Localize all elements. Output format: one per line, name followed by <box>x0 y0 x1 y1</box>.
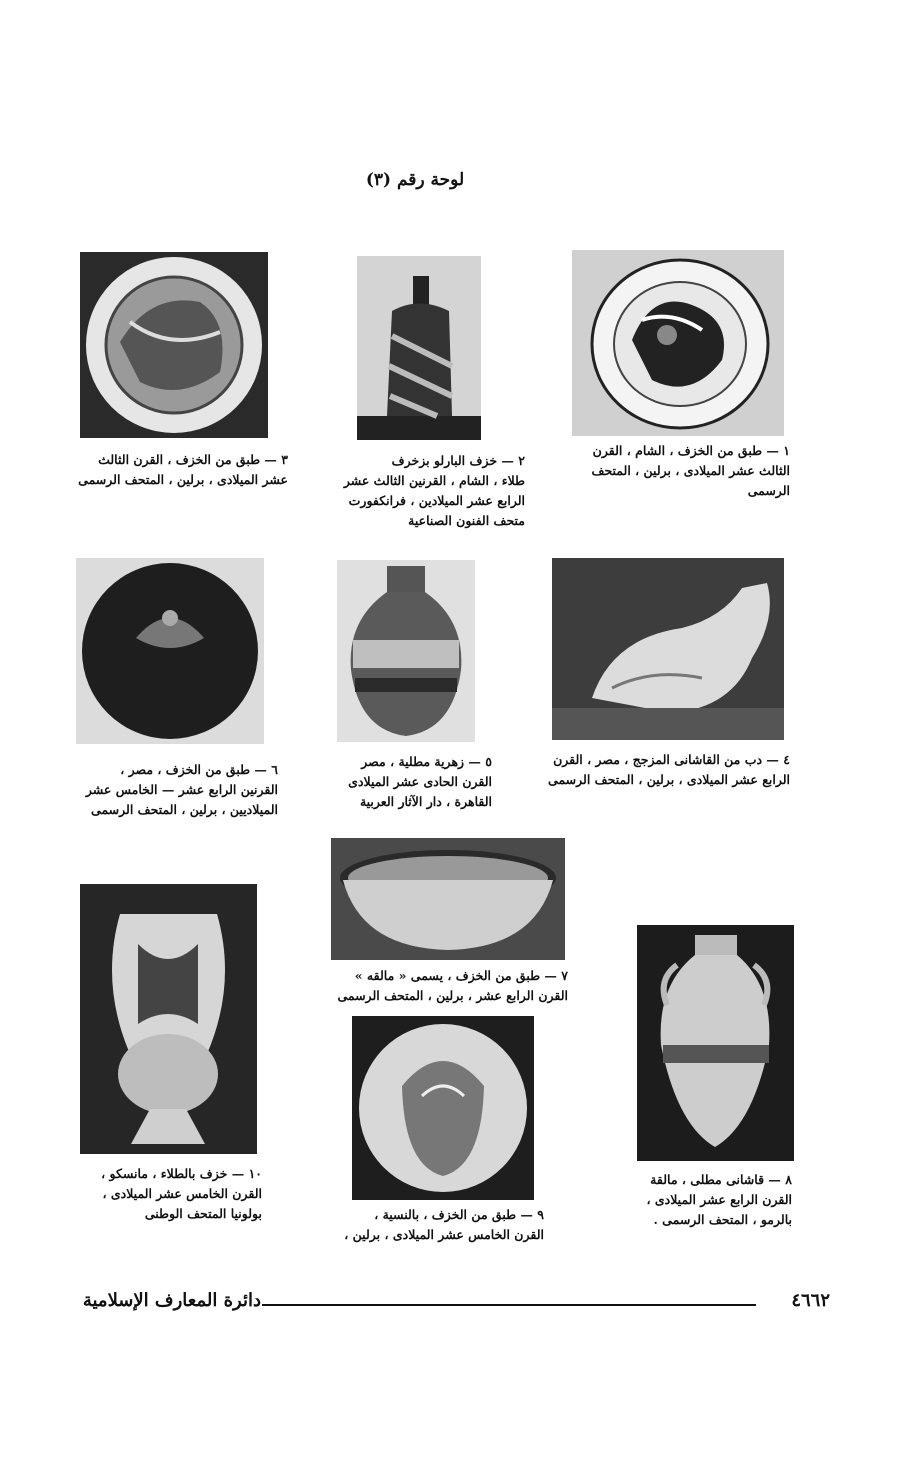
photo-vase-10 <box>80 884 257 1154</box>
caption-line: الرسمى <box>747 483 790 498</box>
photo-plate-1 <box>572 250 784 436</box>
caption-line: بالرمو ، المتحف الرسمى . <box>653 1212 792 1227</box>
photo-vase-5 <box>337 560 475 742</box>
caption-4 <box>540 750 790 790</box>
caption-line: ٦ — طبق من الخزف ، مصر ، <box>120 762 278 777</box>
caption-line: ٢ — خزف البارلو بزخرف <box>391 453 525 468</box>
caption-line: الميلاديين ، برلين ، المتحف الرسمى <box>91 802 278 817</box>
caption-line: الثالث عشر الميلادى ، برلين ، المتحف <box>591 463 790 478</box>
caption-line: الرابع عشر الميلادين ، فرانكفورت <box>348 493 525 508</box>
footer-divider <box>262 1304 756 1306</box>
caption-8 <box>630 1170 792 1230</box>
caption-line: ٨ — قاشانى مطلى ، مالقة <box>650 1172 792 1187</box>
caption-line: القرن الخامس عشر الميلادى ، برلين ، <box>344 1227 544 1242</box>
plate-title: لوحة رقم (٣) <box>365 170 465 190</box>
caption-line: القرنين الرابع عشر — الخامس عشر <box>85 782 278 797</box>
caption-7 <box>320 966 568 1006</box>
caption-line: القرن الرابع عشر الميلادى ، <box>646 1192 792 1207</box>
caption-9 <box>330 1205 544 1245</box>
caption-line: ١ — طبق من الخزف ، الشام ، القرن <box>592 443 790 458</box>
caption-line: عشر الميلادى ، برلين ، المتحف الرسمى <box>78 472 288 487</box>
caption-5 <box>320 752 492 812</box>
photo-plate-3 <box>80 252 268 438</box>
caption-10 <box>62 1164 262 1224</box>
caption-line: القاهرة ، دار الآثار العربية <box>359 794 492 809</box>
photo-bottle-2 <box>357 256 481 440</box>
photo-bowl-7 <box>331 838 565 960</box>
caption-line: بولونيا المتحف الوطنى <box>144 1206 262 1221</box>
caption-line: ٩ — طبق من الخزف ، بالنسية ، <box>374 1207 544 1222</box>
caption-line: ١٠ — خزف بالطلاء ، مانسكو ، <box>101 1166 262 1181</box>
page-number: ٤٦٦٢ <box>791 1290 830 1311</box>
caption-3 <box>60 450 288 490</box>
photo-amphora-8 <box>637 925 794 1161</box>
caption-line: متحف الفنون الصناعية <box>408 513 525 528</box>
caption-line: ٧ — طبق من الخزف ، يسمى « مالقه » <box>354 968 568 983</box>
caption-6 <box>62 760 278 820</box>
caption-line: القرن الحادى عشر الميلادى <box>348 774 492 789</box>
caption-line: ٣ — طبق من الخزف ، القرن الثالث <box>98 452 288 467</box>
caption-line: القرن الخامس عشر الميلادى ، <box>102 1186 262 1201</box>
caption-line: القرن الرابع عشر ، برلين ، المتحف الرسمى <box>337 988 568 1003</box>
caption-line: ٤ — دب من القاشانى المزجج ، مصر ، القرن <box>553 752 790 767</box>
caption-1 <box>560 441 790 501</box>
caption-2 <box>315 451 525 531</box>
photo-plate-6 <box>76 558 264 744</box>
photo-plate-9 <box>352 1016 534 1200</box>
photo-bear-4 <box>552 558 784 740</box>
caption-line: طلاء ، الشام ، القرنين الثالث عشر <box>343 473 525 488</box>
footer-title: دائرة المعارف الإسلامية <box>82 1290 261 1311</box>
caption-line: الرابع عشر الميلادى ، برلين ، المتحف الرسمى <box>548 772 790 787</box>
caption-line: ٥ — زهرية مطلية ، مصر <box>361 754 492 769</box>
